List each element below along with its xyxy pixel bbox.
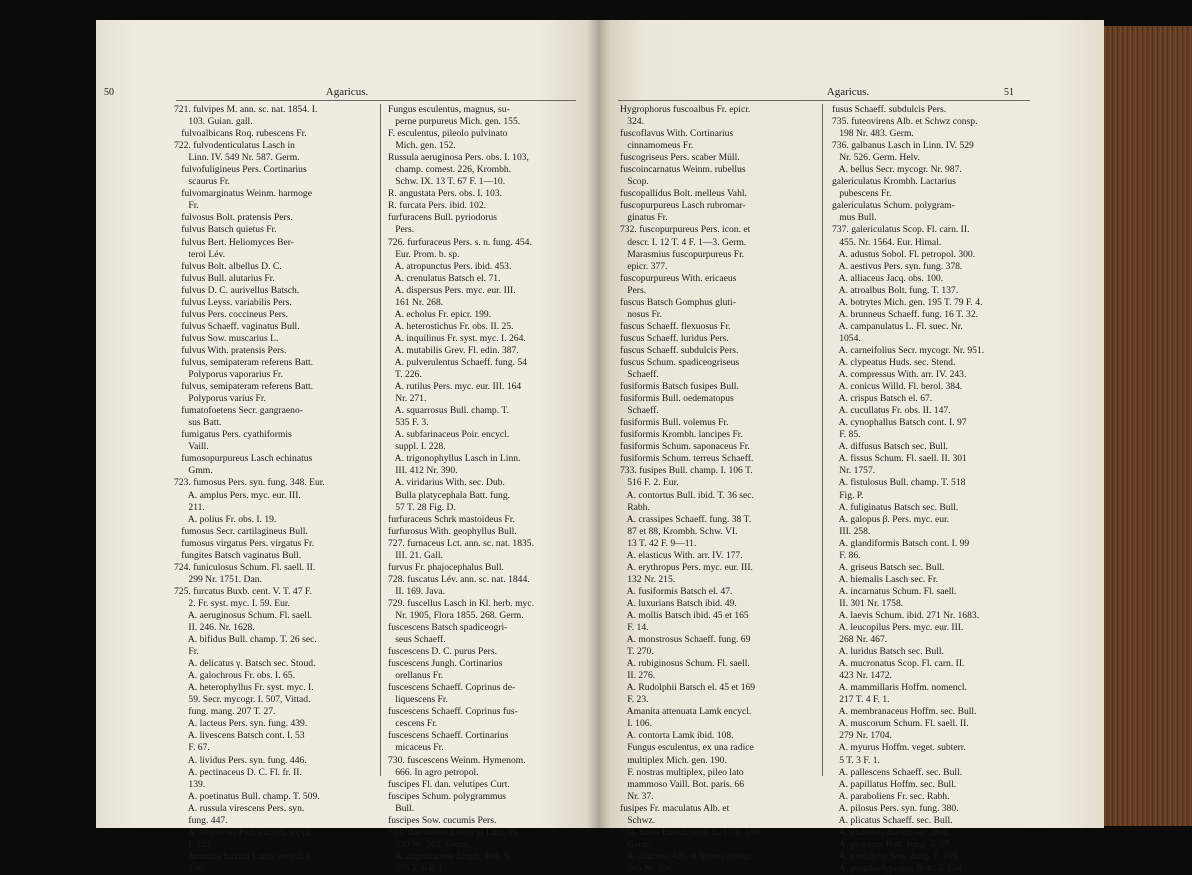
text-line: II. 169. Java. <box>388 585 446 597</box>
text-line: II. 301 Nr. 1758. <box>832 597 904 609</box>
text-line: T. 270. <box>620 646 654 658</box>
text-line: fuscopallidus Bolt. melleus Vahl. <box>620 188 747 200</box>
text-line: Schwz. <box>620 814 656 826</box>
text-line: I. 225. <box>174 838 214 850</box>
text-line: suppl. I. 228. <box>388 441 446 453</box>
text-line: A. pilosus Pers. syn. fung. 380. <box>832 802 959 814</box>
text-line: fusiformis Bull. volemus Fr. <box>620 417 729 429</box>
text-line: A. brunneus Schaeff. fung. 16 T. 32. <box>832 308 979 320</box>
text-line: Polyporus varius Fr. <box>174 393 266 405</box>
text-line: fusiformis Krombh. lancipes Fr. <box>620 429 743 441</box>
text-line: III. 412 Nr. 390. <box>388 465 458 477</box>
text-line: A. crenulatus Batsch el. 71. <box>388 272 501 284</box>
text-line: Linn. IV. 549 Nr. 587. Germ. <box>174 152 300 164</box>
text-line: A. fusiformis Batsch el. 47. <box>620 585 733 597</box>
text-line: A. fuliginatus Batsch sec. Bull. <box>832 501 959 513</box>
text-line: A. mucronatus Scop. Fl. carn. II. <box>832 658 965 670</box>
text-line: A. silaceus Alb. et Schwz consp. <box>620 850 752 862</box>
text-line: orellanus Fr. <box>388 670 444 682</box>
text-line: A. plicatus Schaeff. sec. Bull. <box>832 814 953 826</box>
text-line: A. crispus Batsch el. 67. <box>832 393 933 405</box>
text-line: A. livescens Batsch cont. I. 53 <box>174 730 305 742</box>
book-gutter <box>586 20 610 828</box>
text-line: fulvus Leyss. variabilis Pers. <box>174 296 292 308</box>
text-line: 161 Nr. 268. <box>388 296 444 308</box>
text-line: furfuracens Bull. pyriodorus <box>388 212 497 224</box>
text-line: Fungus esculentus, magnus, su- <box>388 104 510 115</box>
text-line: fulvofuligineus Pers. Cortinarius <box>174 164 307 176</box>
text-line: F. 14. <box>620 622 649 634</box>
text-line: Nr. 1905, Flora 1855. 268. Germ. <box>388 609 524 621</box>
text-line: Eur. Prom. b. sp. <box>388 248 460 260</box>
text-line: A. delicatus γ. Batsch sec. Stoud. <box>174 658 316 670</box>
text-line: fuscopurpureus Lasch rubromar- <box>620 200 746 212</box>
text-line: A. Rudolphii Batsch el. 45 et 169 <box>620 682 756 694</box>
text-line: Germ. <box>620 838 652 850</box>
text-line: 423 Nr. 1472. <box>832 670 892 682</box>
text-line: mus Bull. <box>832 212 877 224</box>
text-line: Russula aeruginosa Pers. obs. I. 103, <box>388 152 529 164</box>
text-line: 132 Nr. 215. <box>620 573 676 585</box>
text-line: A. adustus Sobol. Fl. petropol. 300. <box>832 248 976 260</box>
text-line: A. contorta Lamk ibid. 108. <box>620 730 734 742</box>
text-line: II. 246. Nr. 1628. <box>174 622 255 634</box>
text-line: A. pectinaceus D. C. Fl. fr. II. <box>174 766 302 778</box>
text-line: A. galopus β. Pers. myc. eur. <box>832 513 950 525</box>
text-line: 729. fuscellus Lasch in Kl. herb. myc. <box>388 597 535 609</box>
text-line: A. heterophyllus Fr. syst. myc. I. <box>174 682 314 694</box>
text-line: fulvus Pers. coccineus Pers. <box>174 308 289 320</box>
text-line: 87 et 88, Krombh. Schw. VI. <box>620 525 738 537</box>
text-line: teroi Lév. <box>174 248 226 260</box>
text-line: Hygrophorus fuscoalbus Fr. epicr. <box>620 104 751 115</box>
text-line: A. botrytes Mich. gen. 195 T. 79 F. 4. <box>832 296 983 308</box>
text-line: fulvus D. C. aurivellus Batsch. <box>174 284 300 296</box>
text-line: 723. fumosus Pers. syn. fung. 348. Eur. <box>174 477 325 489</box>
text-line: 726. furfuraceus Pers. s. n. fung. 454. <box>388 236 532 248</box>
text-line: F. esculentus, pileolo pulvinato <box>388 128 508 140</box>
text-line: Vaill. <box>174 441 209 453</box>
text-line: fuscus Schaeff. luridus Pers. <box>620 332 729 344</box>
text-line: 731. fuscoalbus Lasch in Linn. IV. <box>388 826 520 838</box>
text-line: fuscescens D. C. purus Pers. <box>388 646 497 658</box>
text-line: fusiformis Schum. terreus Schaeff. <box>620 453 754 465</box>
text-line: F. 86. <box>832 549 861 561</box>
text-line: I. 106. <box>620 718 652 730</box>
text-line: 57 T. 28 Fig. D. <box>388 501 456 513</box>
text-line: nosus Fr. <box>620 308 662 320</box>
page-edges <box>1104 26 1192 826</box>
text-line: A. compressus With. arr. IV. 243. <box>832 369 967 381</box>
text-line: A. pratensis Batsch sec. Bull. <box>832 826 952 838</box>
right-column-2 <box>832 104 1036 875</box>
text-line: fung. mang. 207 T. 27. <box>174 706 276 718</box>
text-line: 666. In agro petropol. <box>388 766 479 778</box>
text-line: 728. fuscatus Lév. ann. sc. nat. 1844. <box>388 573 530 585</box>
text-line: 106. <box>174 862 206 874</box>
text-line: fuscipes Sow. cucumis Pers. <box>388 814 497 826</box>
text-line: 279 Nr. 1704. <box>832 730 892 742</box>
text-line: A. campanulatus L. Fl. suec. Nr. <box>832 320 963 332</box>
text-line: 299 Nr. 1751. Dan. <box>174 573 262 585</box>
text-line: 395 T. 6 F. 1. <box>388 862 446 874</box>
text-line: A. inquilinus Fr. syst. myc. I. 264. <box>388 332 526 344</box>
text-line: furfurosus With. geophyllus Bull. <box>388 525 517 537</box>
text-line: descr. I. 12 T. 4 F. 1—3. Germ. <box>620 236 747 248</box>
text-line: A. alliaceus Jacq. obs. 100. <box>832 272 944 284</box>
text-line: III. 258. <box>832 525 871 537</box>
text-line: Schaeff. <box>620 405 659 417</box>
text-line: 1054. <box>832 332 861 344</box>
text-line: A. diffusus Batsch sec. Bull. <box>832 441 949 453</box>
text-line: fumosus virgatus Pers. virgatus Fr. <box>174 537 315 549</box>
text-line: fusipes Fr. maculatus Alb. et <box>620 802 730 814</box>
text-line: Bulla platycephala Batt. fung. <box>388 489 511 501</box>
open-book <box>96 20 1192 874</box>
text-line: 732. fuscopurpureus Pers. icon. et <box>620 224 751 236</box>
text-line: epicr. 377. <box>620 260 668 272</box>
text-line: A. fistulosus Bull. champ. T. 518 <box>832 477 966 489</box>
text-line: Fr. <box>174 200 199 212</box>
text-line: 59. Secr. mycogr. I. 507, Vittad. <box>174 694 311 706</box>
text-line: F. 23. <box>620 694 649 706</box>
text-line: A. suspectus Poir. encycl. suppl. <box>174 826 313 838</box>
text-line: fulvus Batsch quietus Fr. <box>174 224 277 236</box>
text-line: Marasmius fuscopurpureus Fr. <box>620 248 745 260</box>
left-column-1 <box>174 104 374 875</box>
text-line: A. procerus Bolt. fung. T. 37. <box>832 838 952 850</box>
text-line: A. heterostichus Fr. obs. II. 25. <box>388 320 514 332</box>
text-line: 735. futeovirens Alb. et Schwz consp. <box>832 116 978 128</box>
text-line: Amanita furcata Lamk encycl. I. <box>174 850 313 862</box>
text-line: A. membranaceus Hoffm. sec. Bull. <box>832 706 977 718</box>
text-line: A. carneifolius Secr. mycogr. Nr. 951. <box>832 344 985 356</box>
text-line: perne purpureus Mich. gen. 155. <box>388 116 521 128</box>
text-line: cinnamomeus Fr. <box>620 140 694 152</box>
text-line: 139. <box>174 778 206 790</box>
text-line: Nr. 37. <box>620 790 654 802</box>
text-line: A. laevis Schum. ibid. 271 Nr. 1683. <box>832 609 980 621</box>
text-line: A. rutilus Pers. myc. eur. III. 164 <box>388 381 522 393</box>
text-line: A. subfarinaceus Poir. encycl. <box>388 429 510 441</box>
text-line: 520 Nr. 502. Germ. <box>388 838 470 850</box>
text-line: A. luridus Batsch sec. Bull. <box>832 646 944 658</box>
text-line: fuscescens Batsch spadiceogri- <box>388 622 508 634</box>
text-line: 724. funiculosus Schum. Fl. saell. II. <box>174 561 316 573</box>
text-line: II. 276. <box>620 670 656 682</box>
text-line: fuscoflavus With. Cortinarius <box>620 128 734 140</box>
text-line: multiplex Mich. gen. 190. <box>620 754 727 766</box>
text-line: A. hiemalis Lasch sec. Fr. <box>832 573 939 585</box>
text-line: A. contortus Bull. ibid. T. 36 sec. <box>620 489 754 501</box>
text-line: fuscescens Schaeff. Coprinus fus- <box>388 706 518 718</box>
text-line: A. pseudoclypeatus Bolt. T. 154. <box>832 862 965 874</box>
text-line: A. galochrous Fr. obs. I. 65. <box>174 670 295 682</box>
text-line: A. papillatus Hoffm. sec. Bull. <box>832 778 957 790</box>
text-line: fusiformis Bull. oedematopus <box>620 393 734 405</box>
text-line: A. glandiformis Batsch cont. I. 99 <box>832 537 970 549</box>
text-line: 725. furcatus Buxb. cent. V. T. 47 F. <box>174 585 312 597</box>
text-line: Gmm. <box>174 465 213 477</box>
text-line: fusiformis Batsch fusipes Bull. <box>620 381 739 393</box>
text-line: A. viridarius With. sec. Dub. <box>388 477 505 489</box>
text-line: fuscipes Schum. polygrammus <box>388 790 507 802</box>
text-line: Fungus esculentus, ex una radice <box>620 742 754 754</box>
text-line: fung. 447. <box>174 814 228 826</box>
text-line: 736. galbanus Lasch in Linn. IV. 529 <box>832 140 974 152</box>
text-line: R. furcata Pers. ibid. 102. <box>388 200 487 212</box>
text-line: A. bellus Secr. mycogr. Nr. 987. <box>832 164 962 176</box>
text-line: furfuraceus Schrk mastoideus Fr. <box>388 513 515 525</box>
text-line: sus Batt. <box>174 417 222 429</box>
text-line: Schw. IX. 13 T. 67 F. 1—10. <box>388 176 506 188</box>
text-line: A. dispersus Pers. myc. eur. III. <box>388 284 516 296</box>
text-line: A. rubiginosus Schum. Fl. saell. <box>620 658 750 670</box>
right-column-divider <box>822 104 823 776</box>
text-line: fulvus, semipateram referens Batt. <box>174 356 314 368</box>
text-line: A. bifidus Bull. champ. T. 26 sec. <box>174 634 317 646</box>
text-line: scaurus Fr. <box>174 176 230 188</box>
text-line: mammoso Vaill. Bot. paris. 66 <box>620 778 745 790</box>
text-line: III. 21. Gall. <box>388 549 443 561</box>
right-column-1 <box>620 104 824 875</box>
left-header-rule <box>176 100 576 101</box>
text-line: micaceus Fr. <box>388 742 444 754</box>
text-line: A. trigonophyllus Lasch in Linn. <box>388 453 521 465</box>
text-line: champ. comest. 226, Krombh. <box>388 164 512 176</box>
text-line: fusiformis Schum. saponaceus Fr. <box>620 441 750 453</box>
text-line: 535 F. 3. <box>388 417 429 429</box>
text-line: 722. fulvodenticulatus Lasch in <box>174 140 295 152</box>
text-line: 727. furnaceus Lct. ann. sc. nat. 1835. <box>388 537 534 549</box>
text-line: fumosus Secr. cartilagineus Bull. <box>174 525 308 537</box>
text-line: A. cucullatus Fr. obs. II. 147. <box>832 405 951 417</box>
text-line: fulvosus Bolt. pratensis Pers. <box>174 212 293 224</box>
text-line: A. myurus Hoffm. veget. subterr. <box>832 742 966 754</box>
text-line: A. amplus Pers. myc. eur. III. <box>174 489 301 501</box>
text-line: cescens Fr. <box>388 718 438 730</box>
text-line: 455. Nr. 1564. Eur. Himal. <box>832 236 942 248</box>
text-line: A. atropunctus Pers. ibid. 453. <box>388 260 512 272</box>
text-line: A. polius Fr. obs. I. 19. <box>174 513 277 525</box>
text-line: A. pulverulentus Schaeff. fung. 54 <box>388 356 527 368</box>
text-line: fuscopurpureus With. ericaeus <box>620 272 737 284</box>
text-line: A. leucopilus Pers. myc. eur. III. <box>832 622 964 634</box>
text-line: A. clypeatus Huds. sec. Stend. <box>832 356 956 368</box>
text-line: 516 F. 2. Eur. <box>620 477 679 489</box>
text-line: A. lividus Pers. syn. fung. 446. <box>174 754 307 766</box>
text-line: fuscescens Schaeff. Cortinarius <box>388 730 509 742</box>
text-line: fulvus Bull. alutarius Fr. <box>174 272 275 284</box>
text-line: 5 T. 3 F. 1. <box>832 754 880 766</box>
text-line: A. pallescens Schaeff. sec. Bull. <box>832 766 963 778</box>
text-line: Fr. <box>174 646 199 658</box>
text-line: fumosopurpureus Lasch echinatus <box>174 453 313 465</box>
text-line: F. nostras multiplex, pileo lato <box>620 766 744 778</box>
text-line: galericulatus Schum. polygram- <box>832 200 955 212</box>
text-line: fuscoincarnatus Weinm. rubellus <box>620 164 746 176</box>
text-line: Pers. <box>620 284 647 296</box>
text-line: F. 85. <box>832 429 861 441</box>
text-line: A. prolificus Sow. fung. T. 169. <box>832 850 960 862</box>
text-line: F. 67. <box>174 742 210 754</box>
text-line: A. mammillaris Hoffm. nomencl. <box>832 682 967 694</box>
text-line: pubescens Fr. <box>832 188 892 200</box>
text-line: 198 Nr. 483. Germ. <box>832 128 914 140</box>
text-line: 217 T. 4 F. 1. <box>832 694 890 706</box>
left-running-head: Agaricus. <box>325 86 369 98</box>
text-line: fuscogriseus Pers. scaber Müll. <box>620 152 740 164</box>
text-line: A. griseus Batsch sec. Bull. <box>832 561 945 573</box>
text-line: R. angustata Pers. obs. I. 103. <box>388 188 503 200</box>
text-line: 205 Nr. 596. <box>620 862 676 874</box>
text-line: A. aestivus Pers. syn. fung. 378. <box>832 260 963 272</box>
text-line: A. erythropus Pers. myc. eur. III. <box>620 561 753 573</box>
text-line: seus Schaeff. <box>388 634 446 646</box>
text-line: 13 T. 42 F. 9—11. <box>620 537 697 549</box>
text-line: A. squarrosus Bull. champ. T. <box>388 405 509 417</box>
text-line: 733. fusipes Bull. champ. I. 106 T. <box>620 465 753 477</box>
text-line: fuscus Schaeff. subdulcis Pers. <box>620 344 739 356</box>
text-line: fungites Batsch vaginatus Bull. <box>174 549 302 561</box>
text-line: fuscus Batsch Gomphus gluti- <box>620 296 736 308</box>
text-line: A. paraboliens Fr. sec. Rabh. <box>832 790 950 802</box>
text-line: A. luxurians Batsch ibid. 49. <box>620 597 737 609</box>
text-line: fuscipes Fl. dan. velutipes Curt. <box>388 778 510 790</box>
text-line: fulvoalbicans Roq. rubescens Fr. <box>174 128 307 140</box>
text-line: Scop. <box>620 176 649 188</box>
text-line: fulvus, semipateram referens Batt. <box>174 381 314 393</box>
text-line: A. russula virescens Pers. syn. <box>174 802 305 814</box>
text-line: A. atroalbus Bolt. fung. T. 137. <box>832 284 959 296</box>
text-line: 324. <box>620 116 644 128</box>
text-line: A. echolus Fr. epicr. 199. <box>388 308 492 320</box>
text-line: 2. Fr. syst. myc. I. 59. Eur. <box>174 597 290 609</box>
text-line: liquescens Fr. <box>388 694 448 706</box>
text-line: A. monstrosus Schaeff. fung. 69 <box>620 634 751 646</box>
text-line: A. crassipes Schaeff. fung. 38 T. <box>620 513 752 525</box>
text-line: fulvus Bolt. albellus D. C. <box>174 260 282 272</box>
left-column-divider <box>380 104 381 776</box>
text-line: 268 Nr. 467. <box>832 634 888 646</box>
text-line: fuscus Schaeff. flexuosus Fr. <box>620 320 731 332</box>
text-line: 730. fuscescens Weinm. Hymenom. <box>388 754 526 766</box>
text-line: fulvomarginatus Weinm. harmoge <box>174 188 312 200</box>
text-line: A. mutabilis Grev. Fl. edin. 387. <box>388 344 519 356</box>
text-line: fuscescens Jungh. Cortinarius <box>388 658 503 670</box>
text-line: A. incarnatus Schum. Fl. saell. <box>832 585 957 597</box>
text-line: Polyporus vaporarius Fr. <box>174 369 283 381</box>
text-line: fulvus Schaeff. vaginatus Bull. <box>174 320 300 332</box>
right-running-head: Agaricus. <box>826 86 870 98</box>
text-line: Bull. <box>388 802 415 814</box>
text-line: fumatofoetens Secr. gangraeno- <box>174 405 303 417</box>
text-line: 211. <box>174 501 205 513</box>
text-line: A. cynophallus Batsch cont. I. 97 <box>832 417 967 429</box>
text-line: galericulatus Krombh. Lactarius <box>832 176 956 188</box>
left-column-2 <box>388 104 588 875</box>
text-line: A. muscorum Schum. Fl. saell. II. <box>832 718 969 730</box>
text-line: A. elasticus With. arr. IV. 177. <box>620 549 743 561</box>
text-line: 734. fusus Batsch cont. II. 13 T. 189. <box>620 826 762 838</box>
text-line: A. mollis Batsch ibid. 45 et 165 <box>620 609 749 621</box>
text-line: 721. fulvipes M. ann. sc. nat. 1854. I. <box>174 104 318 115</box>
text-line: Nr. 271. <box>388 393 427 405</box>
text-line: Schaeff. <box>620 369 659 381</box>
text-line: T. 226. <box>388 369 422 381</box>
text-line: fulvus Sow. muscarius L. <box>174 332 279 344</box>
text-line: Nr. 526. Germ. Helv. <box>832 152 920 164</box>
left-page-number: 50 <box>104 87 114 98</box>
right-page-number: 51 <box>1004 87 1014 98</box>
right-page <box>598 20 1104 874</box>
right-header-rule <box>618 100 1030 101</box>
text-line: A. conicus Willd. Fl. berol. 384. <box>832 381 963 393</box>
text-line: fuscescens Schaeff. Coprinus de- <box>388 682 516 694</box>
text-line: Nr. 1757. <box>832 465 876 477</box>
text-line: fulvus With. pratensis Pers. <box>174 344 287 356</box>
text-line: Mich. gen. 152. <box>388 140 456 152</box>
text-line: 737. galericulatus Scop. Fl. carn. II. <box>832 224 970 236</box>
text-line: A. aeruginosus Schum. Fl. saell. <box>174 609 313 621</box>
text-line: ginatus Fr. <box>620 212 668 224</box>
text-line: Pers. <box>388 224 415 236</box>
text-line: 103. Guian. gall. <box>174 116 253 128</box>
text-line: fulvus Bert. Heliomyces Ber- <box>174 236 294 248</box>
text-line: furvus Fr. phajocephalus Bull. <box>388 561 504 573</box>
text-line: Amanita attenuata Lamk encycl. <box>620 706 752 718</box>
text-line: Rabh. <box>620 501 650 513</box>
text-line: fusus Schaeff. subdulcis Pers. <box>832 104 947 115</box>
left-page <box>96 20 598 874</box>
text-line: A. lacteus Pers. syn. fung. 439. <box>174 718 308 730</box>
text-line: A. fissus Schum. Fl. saell. II. 301 <box>832 453 967 465</box>
text-line: Fig. P. <box>832 489 864 501</box>
text-line: fuscus Schum. spadiceogriseus <box>620 356 740 368</box>
text-line: A. anguinaceus Jungh. ibid. V. <box>388 850 512 862</box>
text-line: fumigatus Pers. cyathiformis <box>174 429 292 441</box>
text-line: A. poetinatus Bull. champ. T. 509. <box>174 790 320 802</box>
